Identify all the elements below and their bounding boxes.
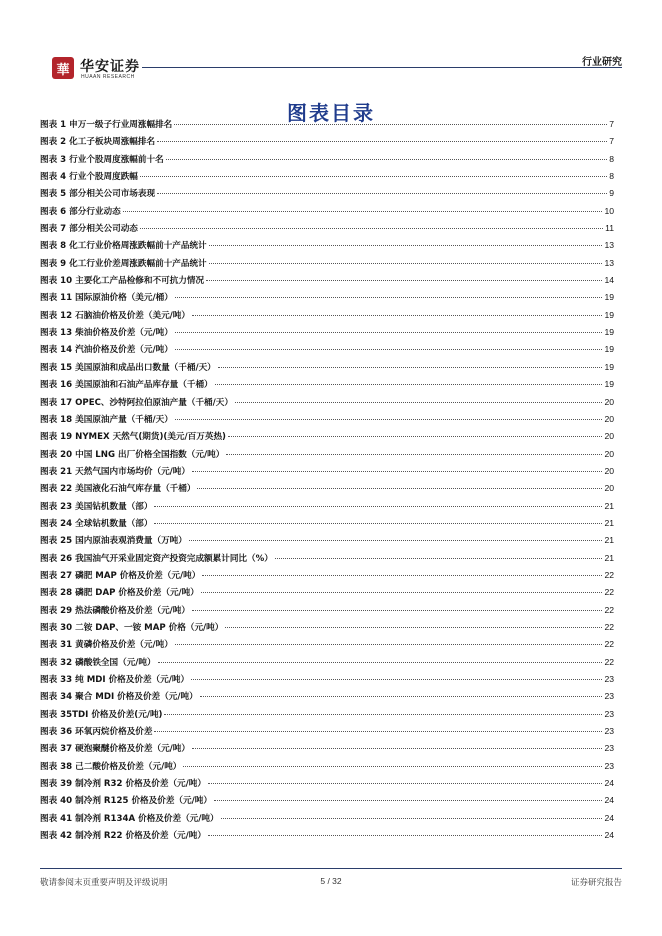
toc-entry-page: 23	[604, 726, 614, 737]
toc-entry-page: 24	[604, 812, 614, 823]
toc-entry-title: 图表 27 磷肥 MAP 价格及价差（元/吨）	[40, 570, 201, 581]
toc-entry-page: 24	[604, 795, 614, 806]
toc-entry[interactable]	[40, 307, 614, 324]
header-divider	[142, 67, 622, 68]
toc-entry-page: 9	[609, 188, 614, 199]
toc-entry-title: 图表 21 天然气国内市场均价（元/吨）	[40, 466, 190, 477]
toc-entry[interactable]	[40, 515, 614, 532]
toc-entry-title: 图表 5 部分相关公司市场表现	[40, 189, 156, 200]
toc-entry[interactable]	[40, 185, 614, 202]
footer-report-type: 证券研究报告	[570, 878, 622, 888]
toc-entry-title: 图表 31 黄磷价格及价差（元/吨）	[40, 640, 173, 651]
toc-entry-page: 22	[604, 621, 614, 632]
toc-entry-page: 23	[604, 674, 614, 684]
toc-dot-leader	[208, 783, 602, 784]
toc-dot-leader	[191, 679, 602, 680]
toc-dot-leader	[228, 436, 602, 437]
toc-entry-title: 图表 2 化工子板块周涨幅排名	[40, 137, 156, 148]
toc-dot-leader	[197, 488, 602, 489]
toc-entry-title: 图表 16 美国原油和石油产品库存量（千桶）	[40, 380, 213, 391]
page-title: 图表目录	[287, 101, 375, 126]
toc-entry-page: 22	[604, 587, 614, 598]
toc-entry-page: 23	[604, 743, 614, 754]
toc-entry-title: 图表 37 硬泡聚醚价格及价差（元/吨）	[40, 744, 190, 755]
toc-entry[interactable]	[40, 619, 614, 636]
toc-entry-title: 图表 30 二铵 DAP、一铵 MAP 价格（元/吨）	[40, 622, 224, 633]
toc-entry-title: 图表 12 石脑油价格及价差（美元/吨）	[40, 310, 190, 321]
toc-entry[interactable]	[40, 550, 614, 567]
toc-entry[interactable]	[40, 740, 614, 757]
toc-dot-leader	[201, 592, 603, 593]
toc-dot-leader	[154, 523, 602, 524]
toc-entry-page: 19	[604, 361, 614, 372]
toc-entry-title: 图表 15 美国原油和成品出口数量（千桶/天）	[40, 362, 216, 373]
toc-dot-leader	[175, 332, 603, 333]
toc-entry-page: 19	[604, 344, 614, 355]
toc-entry-title: 图表 39 制冷剂 R32 价格及价差（元/吨）	[40, 779, 206, 790]
logo-subtitle: HUAAN RESEARCH	[81, 74, 135, 80]
toc-entry-title: 图表 1 申万一级子行业周涨幅排名	[40, 120, 173, 130]
toc-dot-leader	[164, 714, 602, 715]
table-of-figures	[40, 116, 614, 844]
toc-entry-page: 19	[604, 309, 614, 320]
toc-dot-leader	[154, 506, 602, 507]
toc-entry-page: 23	[604, 760, 614, 771]
toc-entry-title: 图表 17 OPEC、沙特阿拉伯原油产量（千桶/天）	[40, 397, 233, 408]
page-footer	[40, 868, 622, 892]
logo-mark: 華	[56, 62, 70, 78]
toc-entry-page: 21	[604, 552, 614, 563]
toc-dot-leader	[154, 731, 602, 732]
toc-entry-page: 21	[604, 517, 614, 528]
toc-entry[interactable]	[40, 428, 614, 445]
toc-entry[interactable]	[40, 272, 614, 289]
toc-dot-leader	[175, 297, 603, 298]
toc-entry-page: 22	[604, 569, 614, 580]
toc-entry-page: 20	[604, 483, 614, 494]
toc-dot-leader	[192, 748, 602, 749]
toc-entry[interactable]	[40, 532, 614, 549]
toc-entry[interactable]	[40, 810, 614, 827]
toc-entry-page: 11	[605, 223, 614, 234]
toc-entry-title: 图表 29 热法磷酸价格及价差（元/吨）	[40, 605, 190, 616]
toc-dot-leader	[183, 766, 602, 767]
toc-dot-leader	[209, 263, 603, 264]
toc-entry[interactable]	[40, 775, 614, 792]
toc-entry-title: 图表 8 化工行业价格周涨跌幅前十产品统计	[40, 241, 207, 252]
toc-dot-leader	[123, 211, 603, 212]
report-category: 行业研究	[582, 57, 622, 68]
toc-entry-page: 19	[604, 327, 614, 338]
toc-dot-leader	[189, 540, 603, 541]
toc-entry-page: 7	[609, 136, 614, 147]
toc-entry-title: 图表 14 汽油价格及价差（元/吨）	[40, 345, 173, 356]
toc-dot-leader	[235, 402, 602, 403]
toc-entry[interactable]	[40, 463, 614, 480]
toc-entry-title: 图表 34 聚合 MDI 价格及价差（元/吨）	[40, 692, 198, 703]
toc-entry-title: 图表 42 制冷剂 R22 价格及价差（元/吨）	[40, 831, 206, 842]
toc-entry[interactable]	[40, 255, 614, 272]
toc-entry[interactable]	[40, 723, 614, 740]
toc-dot-leader	[214, 800, 603, 801]
toc-dot-leader	[202, 575, 602, 576]
toc-entry-page: 7	[609, 119, 614, 129]
toc-entry[interactable]	[40, 446, 614, 463]
toc-entry[interactable]	[40, 654, 614, 671]
toc-entry[interactable]	[40, 168, 614, 185]
toc-entry-page: 24	[604, 830, 614, 841]
toc-entry-title: 图表 4 行业个股周度跌幅	[40, 172, 138, 183]
toc-entry-page: 21	[604, 500, 614, 511]
toc-dot-leader	[174, 124, 607, 125]
toc-dot-leader	[192, 610, 602, 611]
toc-entry[interactable]	[40, 133, 614, 150]
toc-entry-title: 图表 6 部分行业动态	[40, 206, 121, 217]
toc-entry-title: 图表 33 纯 MDI 价格及价差（元/吨）	[40, 675, 190, 685]
toc-dot-leader	[200, 696, 603, 697]
toc-dot-leader	[275, 558, 603, 559]
toc-entry[interactable]	[40, 341, 614, 358]
toc-entry-title: 图表 35TDI 价格及价差(元/吨)	[40, 709, 163, 720]
toc-entry[interactable]	[40, 116, 614, 133]
toc-entry[interactable]	[40, 289, 614, 306]
toc-entry[interactable]	[40, 480, 614, 497]
page-header	[40, 44, 622, 80]
toc-entry[interactable]	[40, 376, 614, 393]
toc-entry-title: 图表 26 我国油气开采业固定资产投资完成额累计同比（%）	[40, 553, 273, 564]
toc-entry-page: 23	[604, 691, 614, 702]
toc-entry[interactable]	[40, 359, 614, 376]
toc-entry-title: 图表 13 柴油价格及价差（元/吨）	[40, 328, 173, 339]
toc-entry[interactable]	[40, 758, 614, 775]
toc-entry-page: 10	[604, 205, 614, 216]
toc-entry-page: 19	[604, 292, 614, 303]
toc-dot-leader	[209, 245, 603, 246]
toc-dot-leader	[158, 662, 603, 663]
toc-entry-page: 22	[604, 656, 614, 667]
toc-dot-leader	[192, 315, 602, 316]
toc-entry-title: 图表 41 制冷剂 R134A 价格及价差（元/吨）	[40, 813, 219, 824]
toc-dot-leader	[215, 384, 603, 385]
toc-entry[interactable]	[40, 237, 614, 254]
toc-dot-leader	[157, 141, 607, 142]
toc-dot-leader	[140, 228, 603, 229]
toc-entry-title: 图表 18 美国原油产量（千桶/天）	[40, 414, 173, 425]
toc-dot-leader	[157, 193, 607, 194]
toc-entry[interactable]	[40, 584, 614, 601]
toc-entry-title: 图表 3 行业个股周度涨幅前十名	[40, 154, 164, 165]
footer-disclaimer: 敬请参阅末页重要声明及评级说明	[40, 878, 168, 888]
toc-entry-page: 13	[604, 257, 614, 268]
toc-dot-leader	[225, 627, 602, 628]
toc-entry-title: 图表 23 美国钻机数量（部）	[40, 501, 153, 512]
toc-entry[interactable]	[40, 602, 614, 619]
toc-entry-page: 19	[604, 379, 614, 390]
toc-entry-page: 13	[604, 240, 614, 251]
toc-dot-leader	[175, 349, 603, 350]
toc-entry-title: 图表 22 美国液化石油气库存量（千桶）	[40, 484, 196, 495]
toc-entry-title: 图表 38 己二酸价格及价差（元/吨）	[40, 761, 182, 772]
toc-entry-page: 20	[604, 396, 614, 407]
toc-entry[interactable]	[40, 151, 614, 168]
toc-entry-title: 图表 20 中国 LNG 出厂价格全国指数（元/吨）	[40, 449, 225, 460]
toc-entry-title: 图表 10 主要化工产品检修和不可抗力情况	[40, 276, 205, 287]
toc-entry[interactable]	[40, 220, 614, 237]
toc-entry-page: 21	[604, 535, 614, 546]
toc-entry-page: 24	[604, 778, 614, 789]
toc-entry-page: 8	[609, 171, 614, 182]
toc-entry[interactable]	[40, 827, 614, 844]
toc-entry-page: 22	[604, 604, 614, 615]
toc-entry[interactable]	[40, 636, 614, 653]
toc-entry[interactable]	[40, 411, 614, 428]
toc-dot-leader	[206, 280, 602, 281]
toc-entry[interactable]	[40, 394, 614, 411]
toc-dot-leader	[175, 644, 603, 645]
toc-entry[interactable]	[40, 671, 614, 688]
toc-entry-title: 图表 25 国内原油表观消费量（万吨）	[40, 536, 187, 547]
toc-entry-title: 图表 7 部分相关公司动态	[40, 224, 138, 235]
toc-entry-page: 22	[604, 639, 614, 650]
toc-entry-title: 图表 11 国际原油价格（美元/桶）	[40, 293, 173, 304]
toc-dot-leader	[166, 159, 608, 160]
toc-entry-title: 图表 19 NYMEX 天然气(期货)(美元/百万英热)	[40, 432, 226, 443]
toc-entry-page: 23	[604, 708, 614, 719]
toc-entry-page: 20	[604, 448, 614, 459]
toc-entry-page: 8	[609, 153, 614, 164]
page-number: 5 / 32	[320, 876, 342, 886]
toc-entry[interactable]	[40, 792, 614, 809]
toc-entry[interactable]	[40, 706, 614, 723]
toc-entry-title: 图表 24 全球钻机数量（部）	[40, 518, 153, 529]
toc-entry-page: 20	[604, 431, 614, 442]
toc-entry-title: 图表 32 磷酸铁全国（元/吨）	[40, 657, 156, 668]
toc-dot-leader	[221, 818, 603, 819]
toc-entry[interactable]	[40, 498, 614, 515]
toc-entry-title: 图表 40 制冷剂 R125 价格及价差（元/吨）	[40, 796, 212, 807]
toc-entry[interactable]	[40, 324, 614, 341]
footer-divider	[40, 868, 622, 869]
toc-entry-title: 图表 28 磷肥 DAP 价格及价差（元/吨）	[40, 588, 199, 599]
toc-entry[interactable]	[40, 688, 614, 705]
toc-entry-title: 图表 36 环氧丙烷价格及价差	[40, 727, 153, 738]
toc-dot-leader	[218, 367, 603, 368]
toc-dot-leader	[175, 419, 603, 420]
logo-name: 华安证券	[80, 59, 140, 75]
toc-dot-leader	[226, 454, 602, 455]
logo-icon	[52, 57, 74, 79]
toc-entry-page: 14	[604, 275, 614, 286]
toc-dot-leader	[140, 176, 607, 177]
toc-entry[interactable]	[40, 567, 614, 584]
toc-entry-page: 20	[604, 413, 614, 424]
toc-entry-title: 图表 9 化工行业价差周涨跌幅前十产品统计	[40, 258, 207, 269]
toc-entry[interactable]	[40, 203, 614, 220]
toc-dot-leader	[208, 835, 602, 836]
toc-entry-page: 20	[604, 465, 614, 476]
toc-dot-leader	[192, 471, 602, 472]
